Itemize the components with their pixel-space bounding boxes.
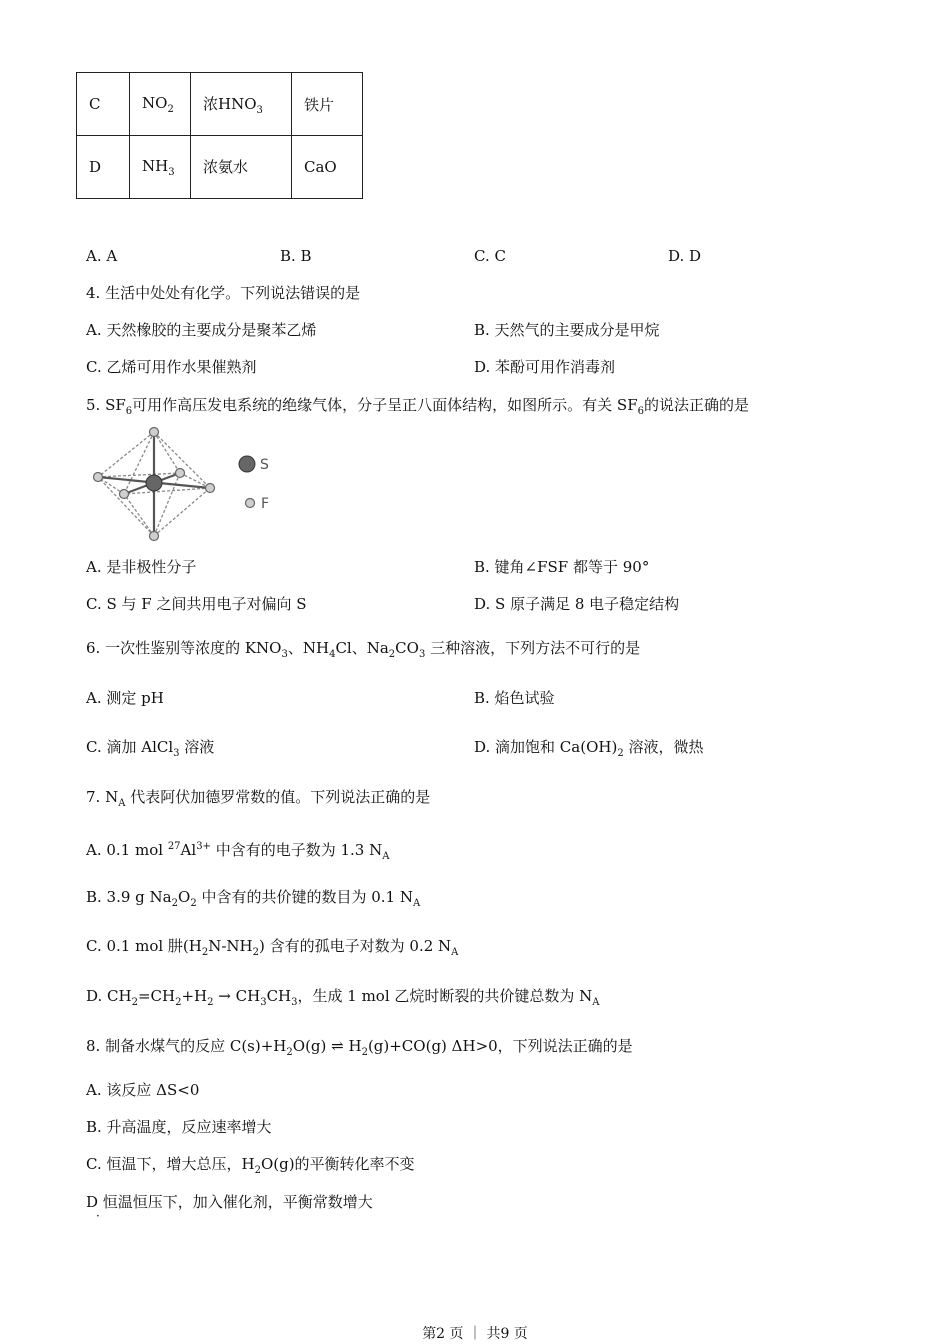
f-atom <box>176 469 185 478</box>
q7-stem: 7. $N_A$ 代表阿伏加德罗常数的值。下列说法正确的是 <box>86 788 431 809</box>
q5-option-c: C. S 与 F 之间共用电子对偏向 S <box>86 595 307 613</box>
legend-s-icon <box>239 456 255 472</box>
q8-option-c: C. 恒温下，增大总压，$H_2O(g)$的平衡转化率不变 <box>86 1155 415 1176</box>
table-cell: 浓氨水 <box>191 136 292 199</box>
f-atom <box>150 428 159 437</box>
q6-option-a: A. 测定 pH <box>86 689 164 707</box>
s-atom <box>146 475 162 491</box>
q7-option-c: C. 0.1 mol 肼$(H_2N-NH_2)$ 含有的孤电子对数为 0.2 $N_A$ <box>86 937 459 958</box>
q5-option-b: B. 键角∠FSF 都等于 90° <box>474 558 650 576</box>
stray-dot: · <box>96 1209 100 1223</box>
q7-option-a: A. 0.1 mol $^{27}Al^{3+}$ 中含有的电子数为 1.3 $N_A$ <box>86 841 390 862</box>
q6-option-c: C. 滴加 AlCl$_3$ 溶液 <box>86 738 215 759</box>
q5-option-a: A. 是非极性分子 <box>86 558 197 576</box>
q4-option-a: A. 天然橡胶的主要成分是聚苯乙烯 <box>86 321 317 339</box>
q8-stem: 8. 制备水煤气的反应 $C(s)+H_2O(g)$ ⇌ $H_2(g)+CO(g)$ ΔH>0，下列说法正确的是 <box>86 1037 633 1058</box>
q6-option-d: D. 滴加饱和 $Ca(OH)_2$ 溶液，微热 <box>474 738 704 759</box>
table-cell: 铁片 <box>292 73 363 136</box>
f-atom <box>94 473 103 482</box>
q7-option-b: B. 3.9 g $Na_2O_2$ 中含有的共价键的数目为 0.1 $N_A$ <box>86 888 421 909</box>
q4-option-c: C. 乙烯可用作水果催熟剂 <box>86 358 257 376</box>
f-atom <box>120 490 129 499</box>
q5-stem: 5. $SF_6$可用作高压发电系统的绝缘气体，分子呈正八面体结构，如图所示。有关 $SF_6$的说法正确的是 <box>86 396 749 417</box>
page-footer: 第2 页 ｜ 共9 页 <box>422 1326 528 1342</box>
table-cell: CaO <box>292 136 363 199</box>
q6-stem: 6. 一次性鉴别等浓度的 $KNO_3$、$NH_4Cl$、$Na_2CO_3$ 三种溶液，下列方法不可行的是 <box>86 639 641 660</box>
table-cell: C <box>77 73 130 136</box>
legend-f-icon <box>246 499 255 508</box>
f-atom <box>150 532 159 541</box>
table-cell: $NO_2$ <box>130 73 191 136</box>
table-cell: D <box>77 136 130 199</box>
q4-option-b: B. 天然气的主要成分是甲烷 <box>474 321 660 339</box>
q3-option-b: B. B <box>280 247 312 265</box>
q8-option-a: A. 该反应 ΔS<0 <box>86 1081 200 1099</box>
q8-option-d: D 恒温恒压下，加入催化剂，平衡常数增大 <box>86 1193 373 1211</box>
sf6-octahedron-diagram <box>84 422 284 547</box>
legend-s-label: S <box>260 457 269 473</box>
q4-option-d: D. 苯酚可用作消毒剂 <box>474 358 616 376</box>
q4-stem: 4. 生活中处处有化学。下列说法错误的是 <box>86 284 361 302</box>
apparatus-table <box>76 72 363 199</box>
q3-option-a: A. A <box>86 247 118 265</box>
table-row <box>77 73 363 136</box>
f-atom <box>206 484 215 493</box>
table-row <box>77 136 363 199</box>
table-cell: 浓$HNO_3$ <box>191 73 292 136</box>
q5-option-d: D. S 原子满足 8 电子稳定结构 <box>474 595 680 613</box>
table-cell: $NH_3$ <box>130 136 191 199</box>
q8-option-b: B. 升高温度，反应速率增大 <box>86 1118 272 1136</box>
q6-option-b: B. 焰色试验 <box>474 689 555 707</box>
q3-option-c: C. C <box>474 247 506 265</box>
legend-f-label: F <box>261 496 270 512</box>
q3-option-d: D. D <box>668 247 702 265</box>
q7-option-d: D. $CH_2=CH_2+H_2 \to CH_3CH_3$，生成 1 mol 乙烷时断裂的共价键总数为 $N_A$ <box>86 987 600 1008</box>
